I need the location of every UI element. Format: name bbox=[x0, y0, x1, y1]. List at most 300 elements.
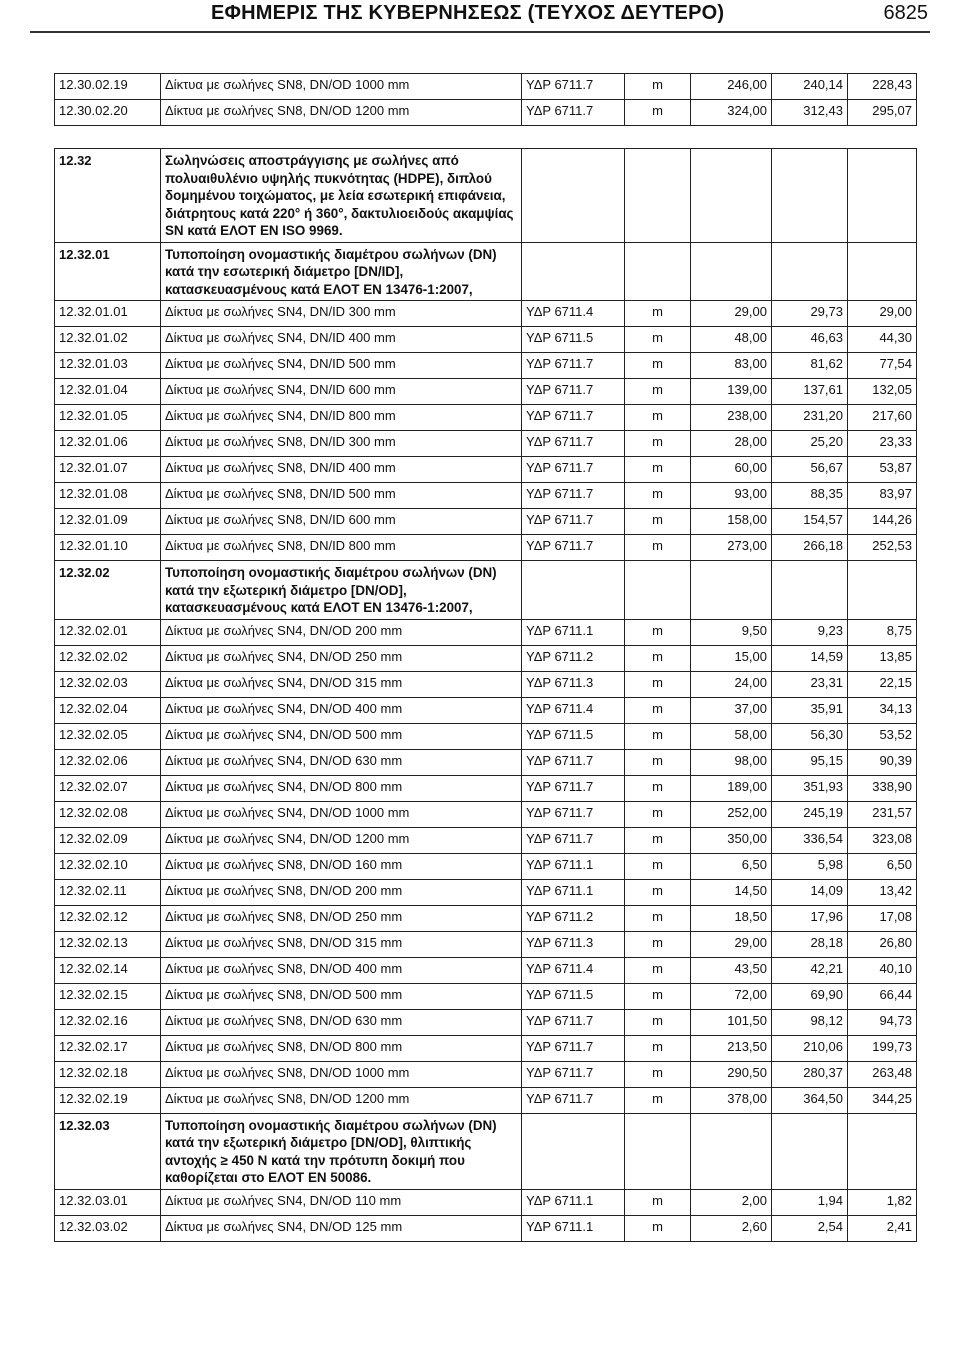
item-price-3: 29,00 bbox=[848, 301, 917, 327]
item-unit: m bbox=[625, 697, 691, 723]
item-price-2: 280,37 bbox=[772, 1061, 848, 1087]
empty-cell bbox=[625, 149, 691, 243]
table-row bbox=[55, 457, 917, 483]
item-price-2: 81,62 bbox=[772, 353, 848, 379]
table-row bbox=[55, 723, 917, 749]
item-price-1: 28,00 bbox=[691, 431, 772, 457]
item-price-3: 263,48 bbox=[848, 1061, 917, 1087]
item-unit: m bbox=[625, 483, 691, 509]
item-code: 12.32.02.05 bbox=[55, 723, 161, 749]
item-reference: ΥΔΡ 6711.7 bbox=[522, 509, 625, 535]
item-reference: ΥΔΡ 6711.7 bbox=[522, 405, 625, 431]
item-unit: m bbox=[625, 327, 691, 353]
table-row bbox=[55, 1215, 917, 1241]
item-price-3: 228,43 bbox=[848, 74, 917, 100]
item-unit: m bbox=[625, 74, 691, 100]
item-code: 12.32.02.10 bbox=[55, 853, 161, 879]
item-description: Δίκτυα με σωλήνες SN4, DN/OD 800 mm bbox=[161, 775, 522, 801]
item-description: Δίκτυα με σωλήνες SN4, DN/OD 110 mm bbox=[161, 1189, 522, 1215]
item-price-1: 2,60 bbox=[691, 1215, 772, 1241]
item-description: Δίκτυα με σωλήνες SN8, DN/ID 400 mm bbox=[161, 457, 522, 483]
item-price-3: 22,15 bbox=[848, 671, 917, 697]
item-price-1: 246,00 bbox=[691, 74, 772, 100]
item-code: 12.32.02.16 bbox=[55, 1009, 161, 1035]
item-price-2: 56,30 bbox=[772, 723, 848, 749]
item-price-3: 13,42 bbox=[848, 879, 917, 905]
item-price-1: 378,00 bbox=[691, 1087, 772, 1113]
section-code: 12.32 bbox=[55, 149, 161, 243]
empty-cell bbox=[848, 242, 917, 301]
price-table-continued bbox=[54, 73, 917, 126]
item-reference: ΥΔΡ 6711.2 bbox=[522, 905, 625, 931]
item-price-3: 1,82 bbox=[848, 1189, 917, 1215]
section-description: Τυποποίηση ονομαστικής διαμέτρου σωλήνων (DN) κατά την εξωτερική διάμετρο [DN/OD], θλιπτικής αντοχής ≥ 450 N κατά την πρότυπη δοκιμή που καθορίζεται στο ΕΛΟΤ EN 50086. bbox=[161, 1113, 522, 1189]
item-description: Δίκτυα με σωλήνες SN4, DN/OD 250 mm bbox=[161, 645, 522, 671]
item-description: Δίκτυα με σωλήνες SN8, DN/ID 300 mm bbox=[161, 431, 522, 457]
item-price-1: 273,00 bbox=[691, 535, 772, 561]
table-row bbox=[55, 431, 917, 457]
item-price-1: 58,00 bbox=[691, 723, 772, 749]
item-price-2: 240,14 bbox=[772, 74, 848, 100]
item-unit: m bbox=[625, 431, 691, 457]
item-price-2: 312,43 bbox=[772, 100, 848, 126]
item-code: 12.32.02.17 bbox=[55, 1035, 161, 1061]
item-reference: ΥΔΡ 6711.7 bbox=[522, 1035, 625, 1061]
item-unit: m bbox=[625, 957, 691, 983]
item-price-2: 25,20 bbox=[772, 431, 848, 457]
item-reference: ΥΔΡ 6711.3 bbox=[522, 931, 625, 957]
item-unit: m bbox=[625, 379, 691, 405]
item-price-1: 238,00 bbox=[691, 405, 772, 431]
table-row bbox=[55, 353, 917, 379]
item-description: Δίκτυα με σωλήνες SN4, DN/OD 630 mm bbox=[161, 749, 522, 775]
item-code: 12.32.02.18 bbox=[55, 1061, 161, 1087]
item-unit: m bbox=[625, 1189, 691, 1215]
table-row bbox=[55, 619, 917, 645]
item-reference: ΥΔΡ 6711.7 bbox=[522, 74, 625, 100]
item-unit: m bbox=[625, 801, 691, 827]
item-price-1: 72,00 bbox=[691, 983, 772, 1009]
item-price-3: 40,10 bbox=[848, 957, 917, 983]
item-unit: m bbox=[625, 853, 691, 879]
item-price-1: 60,00 bbox=[691, 457, 772, 483]
table-row bbox=[55, 775, 917, 801]
item-code: 12.32.02.02 bbox=[55, 645, 161, 671]
table-row bbox=[55, 801, 917, 827]
item-reference: ΥΔΡ 6711.1 bbox=[522, 853, 625, 879]
item-price-3: 77,54 bbox=[848, 353, 917, 379]
item-description: Δίκτυα με σωλήνες SN8, DN/ID 600 mm bbox=[161, 509, 522, 535]
section-description: Τυποποίηση ονομαστικής διαμέτρου σωλήνων (DN) κατά την εσωτερική διάμετρο [DN/ID], κατασκευασμένους κατά ΕΛΟΤ EN 13476-1:2007, bbox=[161, 242, 522, 301]
item-price-3: 66,44 bbox=[848, 983, 917, 1009]
item-code: 12.32.02.15 bbox=[55, 983, 161, 1009]
item-price-2: 95,15 bbox=[772, 749, 848, 775]
empty-cell bbox=[772, 561, 848, 620]
empty-cell bbox=[848, 1113, 917, 1189]
item-code: 12.32.02.08 bbox=[55, 801, 161, 827]
item-description: Δίκτυα με σωλήνες SN4, DN/ID 500 mm bbox=[161, 353, 522, 379]
empty-cell bbox=[522, 1113, 625, 1189]
item-reference: ΥΔΡ 6711.3 bbox=[522, 671, 625, 697]
table-row bbox=[55, 1087, 917, 1113]
item-price-2: 245,19 bbox=[772, 801, 848, 827]
item-reference: ΥΔΡ 6711.2 bbox=[522, 645, 625, 671]
item-price-3: 231,57 bbox=[848, 801, 917, 827]
table-row bbox=[55, 1035, 917, 1061]
item-price-3: 83,97 bbox=[848, 483, 917, 509]
item-price-3: 217,60 bbox=[848, 405, 917, 431]
item-unit: m bbox=[625, 1009, 691, 1035]
item-reference: ΥΔΡ 6711.7 bbox=[522, 100, 625, 126]
item-price-1: 9,50 bbox=[691, 619, 772, 645]
item-price-2: 210,06 bbox=[772, 1035, 848, 1061]
item-description: Δίκτυα με σωλήνες SN8, DN/OD 1000 mm bbox=[161, 1061, 522, 1087]
section-description: Τυποποίηση ονομαστικής διαμέτρου σωλήνων (DN) κατά την εξωτερική διάμετρο [DN/OD], κατασκευασμένους κατά ΕΛΟΤ EN 13476-1:2007, bbox=[161, 561, 522, 620]
item-description: Δίκτυα με σωλήνες SN4, DN/ID 300 mm bbox=[161, 301, 522, 327]
empty-cell bbox=[691, 561, 772, 620]
table-row bbox=[55, 853, 917, 879]
item-price-3: 23,33 bbox=[848, 431, 917, 457]
item-code: 12.32.02.03 bbox=[55, 671, 161, 697]
item-code: 12.32.01.08 bbox=[55, 483, 161, 509]
item-price-3: 344,25 bbox=[848, 1087, 917, 1113]
item-unit: m bbox=[625, 671, 691, 697]
item-reference: ΥΔΡ 6711.1 bbox=[522, 879, 625, 905]
price-table bbox=[54, 148, 917, 1242]
item-price-3: 53,87 bbox=[848, 457, 917, 483]
empty-cell bbox=[625, 242, 691, 301]
table-row bbox=[55, 879, 917, 905]
table-row bbox=[55, 983, 917, 1009]
item-price-1: 93,00 bbox=[691, 483, 772, 509]
item-code: 12.32.01.04 bbox=[55, 379, 161, 405]
item-description: Δίκτυα με σωλήνες SN8, DN/OD 1200 mm bbox=[161, 100, 522, 126]
item-code: 12.32.01.01 bbox=[55, 301, 161, 327]
item-unit: m bbox=[625, 535, 691, 561]
item-code: 12.32.01.09 bbox=[55, 509, 161, 535]
page-header bbox=[0, 0, 960, 40]
page-number: 6825 bbox=[883, 2, 928, 24]
section-header-row bbox=[55, 242, 917, 301]
item-price-1: 6,50 bbox=[691, 853, 772, 879]
item-description: Δίκτυα με σωλήνες SN4, DN/OD 200 mm bbox=[161, 619, 522, 645]
item-description: Δίκτυα με σωλήνες SN4, DN/OD 400 mm bbox=[161, 697, 522, 723]
item-reference: ΥΔΡ 6711.7 bbox=[522, 1009, 625, 1035]
item-price-2: 14,59 bbox=[772, 645, 848, 671]
empty-cell bbox=[772, 242, 848, 301]
item-price-3: 338,90 bbox=[848, 775, 917, 801]
table-row bbox=[55, 74, 917, 100]
table-row bbox=[55, 405, 917, 431]
item-description: Δίκτυα με σωλήνες SN4, DN/OD 125 mm bbox=[161, 1215, 522, 1241]
item-price-1: 139,00 bbox=[691, 379, 772, 405]
item-price-3: 323,08 bbox=[848, 827, 917, 853]
item-reference: ΥΔΡ 6711.4 bbox=[522, 301, 625, 327]
item-reference: ΥΔΡ 6711.5 bbox=[522, 723, 625, 749]
item-unit: m bbox=[625, 619, 691, 645]
item-unit: m bbox=[625, 1061, 691, 1087]
item-description: Δίκτυα με σωλήνες SN4, DN/ID 400 mm bbox=[161, 327, 522, 353]
item-price-2: 154,57 bbox=[772, 509, 848, 535]
gazette-title: ΕΦΗΜΕΡΙΣ ΤΗΣ ΚΥΒΕΡΝΗΣΕΩΣ (ΤΕΥΧΟΣ ΔΕΥΤΕΡΟ) bbox=[211, 2, 725, 24]
item-code: 12.30.02.20 bbox=[55, 100, 161, 126]
empty-cell bbox=[848, 149, 917, 243]
empty-cell bbox=[625, 561, 691, 620]
item-unit: m bbox=[625, 405, 691, 431]
item-price-3: 53,52 bbox=[848, 723, 917, 749]
table-row bbox=[55, 535, 917, 561]
item-unit: m bbox=[625, 983, 691, 1009]
item-price-2: 266,18 bbox=[772, 535, 848, 561]
item-reference: ΥΔΡ 6711.7 bbox=[522, 801, 625, 827]
item-unit: m bbox=[625, 931, 691, 957]
item-price-2: 351,93 bbox=[772, 775, 848, 801]
item-unit: m bbox=[625, 749, 691, 775]
item-price-1: 43,50 bbox=[691, 957, 772, 983]
table-row bbox=[55, 931, 917, 957]
item-price-2: 14,09 bbox=[772, 879, 848, 905]
item-price-1: 37,00 bbox=[691, 697, 772, 723]
table-row bbox=[55, 697, 917, 723]
item-price-2: 137,61 bbox=[772, 379, 848, 405]
item-unit: m bbox=[625, 645, 691, 671]
item-code: 12.32.01.02 bbox=[55, 327, 161, 353]
item-reference: ΥΔΡ 6711.7 bbox=[522, 827, 625, 853]
item-reference: ΥΔΡ 6711.4 bbox=[522, 957, 625, 983]
item-reference: ΥΔΡ 6711.7 bbox=[522, 1087, 625, 1113]
item-price-2: 35,91 bbox=[772, 697, 848, 723]
header-divider bbox=[30, 31, 930, 33]
item-price-1: 252,00 bbox=[691, 801, 772, 827]
item-description: Δίκτυα με σωλήνες SN8, DN/OD 315 mm bbox=[161, 931, 522, 957]
item-unit: m bbox=[625, 1215, 691, 1241]
item-description: Δίκτυα με σωλήνες SN8, DN/OD 250 mm bbox=[161, 905, 522, 931]
item-reference: ΥΔΡ 6711.7 bbox=[522, 535, 625, 561]
item-price-2: 336,54 bbox=[772, 827, 848, 853]
item-reference: ΥΔΡ 6711.7 bbox=[522, 457, 625, 483]
item-unit: m bbox=[625, 509, 691, 535]
item-price-3: 44,30 bbox=[848, 327, 917, 353]
table-row bbox=[55, 749, 917, 775]
table-row bbox=[55, 483, 917, 509]
item-code: 12.32.02.11 bbox=[55, 879, 161, 905]
item-code: 12.32.01.03 bbox=[55, 353, 161, 379]
empty-cell bbox=[691, 1113, 772, 1189]
item-price-1: 350,00 bbox=[691, 827, 772, 853]
item-unit: m bbox=[625, 457, 691, 483]
item-price-2: 56,67 bbox=[772, 457, 848, 483]
item-unit: m bbox=[625, 723, 691, 749]
item-code: 12.32.02.01 bbox=[55, 619, 161, 645]
item-reference: ΥΔΡ 6711.1 bbox=[522, 619, 625, 645]
item-price-3: 34,13 bbox=[848, 697, 917, 723]
empty-cell bbox=[691, 242, 772, 301]
item-description: Δίκτυα με σωλήνες SN4, DN/ID 600 mm bbox=[161, 379, 522, 405]
item-reference: ΥΔΡ 6711.7 bbox=[522, 379, 625, 405]
item-price-2: 1,94 bbox=[772, 1189, 848, 1215]
item-price-1: 83,00 bbox=[691, 353, 772, 379]
table-row bbox=[55, 1061, 917, 1087]
item-price-3: 8,75 bbox=[848, 619, 917, 645]
item-reference: ΥΔΡ 6711.7 bbox=[522, 353, 625, 379]
item-code: 12.30.02.19 bbox=[55, 74, 161, 100]
section-description: Σωληνώσεις αποστράγγισης με σωλήνες από πολυαιθυλένιο υψηλής πυκνότητας (HDPE), διπλού δομημένου τοιχώματος, με λεία εσωτερική επιφάνεια, διάτρητους κατά 220° ή 360°, δακτυλιοειδούς ακαμψίας SN κατά ΕΛΟΤ EN ISO 9969. bbox=[161, 149, 522, 243]
item-price-2: 98,12 bbox=[772, 1009, 848, 1035]
item-price-1: 324,00 bbox=[691, 100, 772, 126]
item-price-1: 189,00 bbox=[691, 775, 772, 801]
item-description: Δίκτυα με σωλήνες SN4, DN/ID 800 mm bbox=[161, 405, 522, 431]
item-price-1: 29,00 bbox=[691, 931, 772, 957]
item-reference: ΥΔΡ 6711.7 bbox=[522, 483, 625, 509]
item-code: 12.32.01.10 bbox=[55, 535, 161, 561]
item-price-3: 199,73 bbox=[848, 1035, 917, 1061]
table-row bbox=[55, 1189, 917, 1215]
item-price-3: 94,73 bbox=[848, 1009, 917, 1035]
item-code: 12.32.01.05 bbox=[55, 405, 161, 431]
item-price-1: 98,00 bbox=[691, 749, 772, 775]
item-price-3: 17,08 bbox=[848, 905, 917, 931]
item-price-2: 364,50 bbox=[772, 1087, 848, 1113]
item-code: 12.32.02.07 bbox=[55, 775, 161, 801]
empty-cell bbox=[625, 1113, 691, 1189]
item-code: 12.32.02.04 bbox=[55, 697, 161, 723]
table-row bbox=[55, 827, 917, 853]
item-price-1: 24,00 bbox=[691, 671, 772, 697]
item-unit: m bbox=[625, 301, 691, 327]
item-price-3: 252,53 bbox=[848, 535, 917, 561]
item-unit: m bbox=[625, 905, 691, 931]
item-price-1: 2,00 bbox=[691, 1189, 772, 1215]
section-header-row bbox=[55, 1113, 917, 1189]
table-row bbox=[55, 645, 917, 671]
section-header-row bbox=[55, 149, 917, 243]
item-description: Δίκτυα με σωλήνες SN8, DN/OD 400 mm bbox=[161, 957, 522, 983]
item-price-2: 23,31 bbox=[772, 671, 848, 697]
item-description: Δίκτυα με σωλήνες SN8, DN/OD 1200 mm bbox=[161, 1087, 522, 1113]
item-code: 12.32.02.12 bbox=[55, 905, 161, 931]
item-reference: ΥΔΡ 6711.7 bbox=[522, 431, 625, 457]
item-price-1: 158,00 bbox=[691, 509, 772, 535]
item-price-2: 88,35 bbox=[772, 483, 848, 509]
item-code: 12.32.01.06 bbox=[55, 431, 161, 457]
item-code: 12.32.02.06 bbox=[55, 749, 161, 775]
item-unit: m bbox=[625, 827, 691, 853]
item-price-1: 101,50 bbox=[691, 1009, 772, 1035]
empty-cell bbox=[522, 561, 625, 620]
item-price-2: 29,73 bbox=[772, 301, 848, 327]
item-reference: ΥΔΡ 6711.5 bbox=[522, 983, 625, 1009]
item-reference: ΥΔΡ 6711.5 bbox=[522, 327, 625, 353]
item-price-1: 15,00 bbox=[691, 645, 772, 671]
item-description: Δίκτυα με σωλήνες SN8, DN/ID 500 mm bbox=[161, 483, 522, 509]
section-code: 12.32.01 bbox=[55, 242, 161, 301]
item-price-1: 29,00 bbox=[691, 301, 772, 327]
item-code: 12.32.03.01 bbox=[55, 1189, 161, 1215]
empty-cell bbox=[522, 149, 625, 243]
item-price-2: 5,98 bbox=[772, 853, 848, 879]
item-unit: m bbox=[625, 775, 691, 801]
item-price-2: 42,21 bbox=[772, 957, 848, 983]
item-price-3: 13,85 bbox=[848, 645, 917, 671]
table-row bbox=[55, 905, 917, 931]
item-description: Δίκτυα με σωλήνες SN8, DN/OD 1000 mm bbox=[161, 74, 522, 100]
item-unit: m bbox=[625, 1087, 691, 1113]
item-price-3: 2,41 bbox=[848, 1215, 917, 1241]
item-description: Δίκτυα με σωλήνες SN4, DN/OD 1000 mm bbox=[161, 801, 522, 827]
item-description: Δίκτυα με σωλήνες SN4, DN/OD 1200 mm bbox=[161, 827, 522, 853]
item-description: Δίκτυα με σωλήνες SN8, DN/OD 800 mm bbox=[161, 1035, 522, 1061]
section-header-row bbox=[55, 561, 917, 620]
table-row bbox=[55, 1009, 917, 1035]
table-row bbox=[55, 327, 917, 353]
item-price-3: 26,80 bbox=[848, 931, 917, 957]
item-price-2: 2,54 bbox=[772, 1215, 848, 1241]
item-code: 12.32.02.19 bbox=[55, 1087, 161, 1113]
item-unit: m bbox=[625, 879, 691, 905]
item-price-3: 90,39 bbox=[848, 749, 917, 775]
item-price-2: 28,18 bbox=[772, 931, 848, 957]
empty-cell bbox=[691, 149, 772, 243]
item-price-2: 69,90 bbox=[772, 983, 848, 1009]
item-code: 12.32.02.09 bbox=[55, 827, 161, 853]
item-unit: m bbox=[625, 100, 691, 126]
table-row bbox=[55, 957, 917, 983]
item-price-1: 14,50 bbox=[691, 879, 772, 905]
item-reference: ΥΔΡ 6711.1 bbox=[522, 1215, 625, 1241]
item-price-1: 213,50 bbox=[691, 1035, 772, 1061]
table-row bbox=[55, 100, 917, 126]
item-reference: ΥΔΡ 6711.1 bbox=[522, 1189, 625, 1215]
empty-cell bbox=[522, 242, 625, 301]
section-code: 12.32.03 bbox=[55, 1113, 161, 1189]
table-row bbox=[55, 671, 917, 697]
section-code: 12.32.02 bbox=[55, 561, 161, 620]
item-code: 12.32.02.14 bbox=[55, 957, 161, 983]
item-price-3: 6,50 bbox=[848, 853, 917, 879]
item-unit: m bbox=[625, 353, 691, 379]
empty-cell bbox=[772, 149, 848, 243]
item-description: Δίκτυα με σωλήνες SN8, DN/ID 800 mm bbox=[161, 535, 522, 561]
item-price-2: 9,23 bbox=[772, 619, 848, 645]
item-price-1: 18,50 bbox=[691, 905, 772, 931]
item-price-2: 46,63 bbox=[772, 327, 848, 353]
item-price-1: 290,50 bbox=[691, 1061, 772, 1087]
table-row bbox=[55, 301, 917, 327]
item-description: Δίκτυα με σωλήνες SN4, DN/OD 315 mm bbox=[161, 671, 522, 697]
item-price-2: 231,20 bbox=[772, 405, 848, 431]
item-reference: ΥΔΡ 6711.7 bbox=[522, 749, 625, 775]
item-code: 12.32.01.07 bbox=[55, 457, 161, 483]
item-description: Δίκτυα με σωλήνες SN8, DN/OD 160 mm bbox=[161, 853, 522, 879]
item-reference: ΥΔΡ 6711.4 bbox=[522, 697, 625, 723]
table-row bbox=[55, 509, 917, 535]
item-description: Δίκτυα με σωλήνες SN8, DN/OD 200 mm bbox=[161, 879, 522, 905]
item-price-3: 295,07 bbox=[848, 100, 917, 126]
item-price-3: 132,05 bbox=[848, 379, 917, 405]
empty-cell bbox=[848, 561, 917, 620]
item-reference: ΥΔΡ 6711.7 bbox=[522, 1061, 625, 1087]
item-price-1: 48,00 bbox=[691, 327, 772, 353]
item-description: Δίκτυα με σωλήνες SN8, DN/OD 630 mm bbox=[161, 1009, 522, 1035]
item-description: Δίκτυα με σωλήνες SN8, DN/OD 500 mm bbox=[161, 983, 522, 1009]
item-reference: ΥΔΡ 6711.7 bbox=[522, 775, 625, 801]
item-unit: m bbox=[625, 1035, 691, 1061]
item-price-3: 144,26 bbox=[848, 509, 917, 535]
item-price-2: 17,96 bbox=[772, 905, 848, 931]
empty-cell bbox=[772, 1113, 848, 1189]
item-description: Δίκτυα με σωλήνες SN4, DN/OD 500 mm bbox=[161, 723, 522, 749]
table-row bbox=[55, 379, 917, 405]
